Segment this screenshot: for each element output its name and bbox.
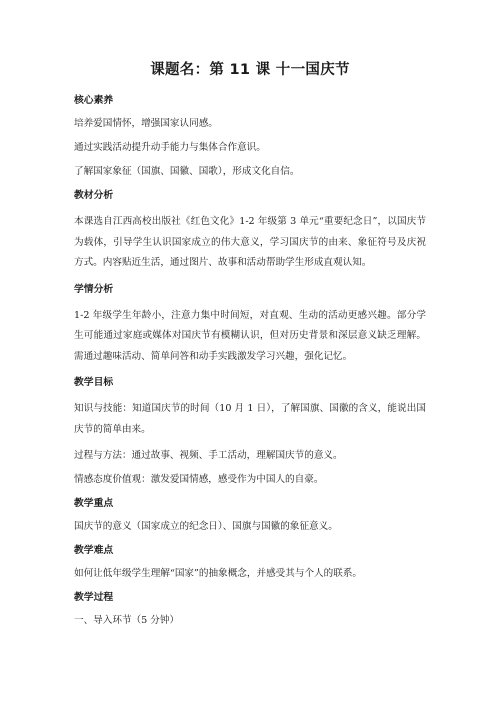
section-difficulties: [74, 544, 426, 581]
paragraph: 本课选自江西高校出版社《红色文化》1-2 年级第 3 单元“重要纪念日”，以国庆节为载体，引导学生认识国家成立的伟大意义，学习国庆节的由来、象征符号及庆祝方式。内容贴近生活，通过图片、故事和活动帮助学生形成直观认知。: [74, 216, 426, 268]
paragraph: 通过实践活动提升动手能力与集体合作意识。: [74, 142, 266, 153]
paragraph: 国庆节的意义（国家成立的纪念日）、国旗与国徽的象征意义。: [74, 521, 338, 532]
section-textbook-analysis: [74, 189, 426, 274]
section-heading: 核心素养: [74, 95, 114, 106]
paragraph: 培养爱国情怀，增强国家认同感。: [74, 118, 218, 129]
section-heading: 教材分析: [74, 190, 114, 201]
page-title: 课题名：第 11 课 十一国庆节: [150, 62, 350, 78]
paragraph: 知识与技能：知道国庆节的时间（10 月 1 日），了解国旗、国徽的含义，能说出国庆节的简单由来。: [74, 403, 426, 435]
paragraph: 情感态度价值观：激发爱国情感，感受作为中国人的自豪。: [74, 474, 324, 485]
paragraph: 了解国家象征（国旗、国徽、国歌），形成文化自信。: [74, 166, 300, 177]
section-heading: 教学目标: [74, 377, 114, 388]
section-heading: 教学过程: [74, 592, 114, 603]
paragraph: 1-2 年级学生年龄小，注意力集中时间短，对直观、生动的活动更感兴趣。部分学生可能通过家庭或媒体对国庆节有模糊认识，但对历史背景和深层意义缺乏理解。需通过趣味活动、简单问答和动手实践激发学习兴趣，强化记忆。: [74, 309, 426, 362]
section-teaching-process: [74, 591, 426, 628]
section-heading: 教学重点: [74, 498, 114, 509]
section-heading: 学情分析: [74, 283, 114, 295]
section-teaching-objectives: [74, 376, 426, 487]
section-learner-analysis: [74, 283, 426, 368]
section-heading: 教学难点: [74, 545, 114, 556]
section-key-points: [74, 497, 426, 534]
paragraph: 一、导入环节（5 分钟）: [74, 615, 180, 626]
paragraph: 过程与方法：通过故事、视频、手工活动，理解国庆节的意义。: [74, 450, 343, 461]
paragraph: 如何让低年级学生理解“国家”的抽象概念，并感受其与个人的联系。: [74, 568, 363, 579]
section-core-literacy: [74, 94, 426, 179]
